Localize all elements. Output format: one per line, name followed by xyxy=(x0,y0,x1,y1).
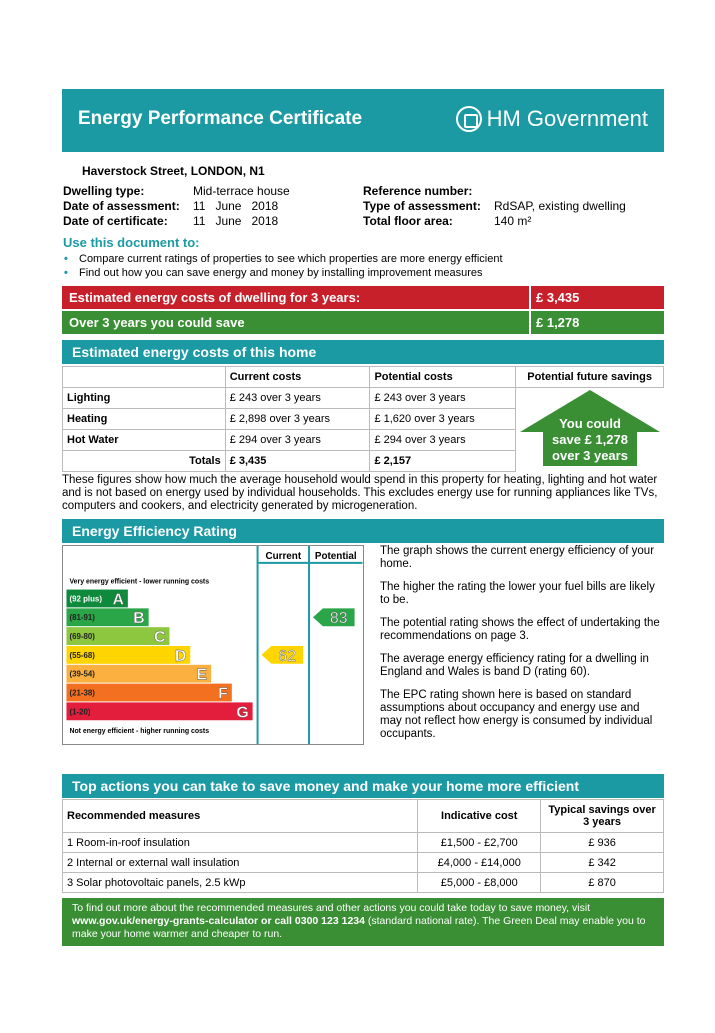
table-header-row xyxy=(63,800,664,833)
table-header-cell: Current costs xyxy=(225,367,370,388)
divider xyxy=(529,286,531,309)
header-banner xyxy=(62,89,664,152)
rating-chart xyxy=(62,545,364,745)
property-address: Haverstock Street, LONDON, N1 xyxy=(82,164,265,178)
actions-section-title: Top actions you can take to save money and make your home more efficient xyxy=(62,774,664,798)
footer-banner xyxy=(62,898,664,946)
potential-cost: £ 294 over 3 years xyxy=(370,430,516,451)
table-header-cell: Recommended measures xyxy=(63,800,418,833)
table-header-row xyxy=(63,367,664,388)
gov-logo xyxy=(456,106,648,132)
band-range-label: (55-68) xyxy=(69,650,95,660)
potential-rating-value: 83 xyxy=(329,610,348,628)
rating-paragraph: The higher the rating the lower your fuel bills are likely to be. xyxy=(380,581,655,606)
costs-section-title: Estimated energy costs of this home xyxy=(62,340,664,364)
top-note: Very energy efficient - lower running costs xyxy=(69,578,210,586)
rating-band-g xyxy=(66,702,252,720)
info-left xyxy=(63,184,353,229)
band-letter: D xyxy=(174,647,187,665)
footer-line: To find out more about the recommended measures and other actions you could take today to save money, visit xyxy=(72,902,591,914)
table-row xyxy=(63,873,664,893)
savings-label: Over 3 years you could save xyxy=(69,315,245,330)
estimated-costs-bar xyxy=(62,286,664,309)
crest-icon xyxy=(456,106,482,132)
assessment-date-value: 11 June 2018 xyxy=(193,199,279,213)
band-letter: A xyxy=(112,591,124,609)
savings-line-3: over 3 years xyxy=(552,448,628,463)
estimated-costs-label: Estimated energy costs of dwelling for 3 years: xyxy=(69,290,361,305)
page-title: Energy Performance Certificate xyxy=(78,108,363,129)
floor-area-label: Total floor area: xyxy=(363,214,453,228)
use-document-title: Use this document to: xyxy=(63,235,200,250)
row-label: Lighting xyxy=(63,388,226,409)
rating-explanation xyxy=(380,545,664,751)
current-rating-value: 62 xyxy=(278,647,297,665)
savings-line-1: You could xyxy=(559,416,621,431)
dwelling-type-value: Mid-terrace house xyxy=(193,184,290,198)
measure: 3 Solar photovoltaic panels, 2.5 kWp xyxy=(63,873,418,893)
band-range-label: (92 plus) xyxy=(69,594,102,604)
rating-paragraph: The graph shows the current energy efficiency of your home. xyxy=(380,545,655,570)
table-row xyxy=(63,853,664,873)
footer-line xyxy=(72,915,654,928)
floor-area-value: 140 m² xyxy=(494,214,532,228)
potential-cost: £ 1,620 over 3 years xyxy=(370,409,516,430)
saving: £ 342 xyxy=(541,853,664,873)
footer-line: make your home warmer and cheaper to run. xyxy=(72,928,283,940)
costs-note: These figures show how much the average household would spend in this property for heating, lighting and hot water and is not based on energy used by individual households. This excludes energy use for running appliances like TVs, computers and cookers, and electricity generated by microgeneration. xyxy=(62,474,658,512)
measure: 2 Internal or external wall insulation xyxy=(63,853,418,873)
footer-link[interactable]: www.gov.uk/energy-grants-calculator or call 0300 123 1234 xyxy=(72,915,365,927)
cost: £4,000 - £14,000 xyxy=(418,853,541,873)
cost: £5,000 - £8,000 xyxy=(418,873,541,893)
saving: £ 870 xyxy=(541,873,664,893)
table-header-cell: Indicative cost xyxy=(418,800,541,833)
reference-label: Reference number: xyxy=(363,184,473,198)
band-range-label: (81-91) xyxy=(69,613,95,623)
row-label: Heating xyxy=(63,409,226,430)
col-potential-label: Potential xyxy=(314,550,357,562)
gov-name: HM Government xyxy=(486,106,648,131)
saving: £ 936 xyxy=(541,833,664,853)
measure: 1 Room-in-roof insulation xyxy=(63,833,418,853)
certificate-date-label: Date of certificate: xyxy=(63,214,168,228)
band-range-label: (21-38) xyxy=(69,688,95,698)
table-header-cell: Typical savings over 3 years xyxy=(541,800,664,833)
savings-bar xyxy=(62,311,664,334)
savings-line-2: save £ 1,278 xyxy=(552,432,628,447)
band-range-label: (1-20) xyxy=(69,707,91,717)
potential-cost: £ 243 over 3 years xyxy=(370,388,516,409)
rating-section-title: Energy Efficiency Rating xyxy=(62,519,664,543)
totals-label: Totals xyxy=(63,451,226,472)
current-cost: £ 243 over 3 years xyxy=(225,388,370,409)
cost: £1,500 - £2,700 xyxy=(418,833,541,853)
band-letter: E xyxy=(196,666,208,684)
savings-value: £ 1,278 xyxy=(536,315,580,330)
band-letter: C xyxy=(154,629,166,647)
row-label: Hot Water xyxy=(63,430,226,451)
actions-table xyxy=(62,799,664,893)
current-cost: £ 2,898 over 3 years xyxy=(225,409,370,430)
footer-text: (standard national rate). The Green Deal may enable you to xyxy=(364,915,646,927)
table-header-cell: Potential future savings xyxy=(516,367,664,388)
rating-paragraph: The potential rating shows the effect of undertaking the recommendations on page 3. xyxy=(380,617,660,642)
total-current: £ 3,435 xyxy=(225,451,370,472)
current-cost: £ 294 over 3 years xyxy=(225,430,370,451)
assessment-type-label: Type of assessment: xyxy=(363,199,481,213)
estimated-costs-value: £ 3,435 xyxy=(536,290,580,305)
total-potential: £ 2,157 xyxy=(370,451,516,472)
bottom-note: Not energy efficient - higher running costs xyxy=(69,728,210,736)
assessment-type-value: RdSAP, existing dwelling xyxy=(494,199,626,213)
table-row xyxy=(63,833,664,853)
band-letter: G xyxy=(236,704,249,722)
dwelling-type-label: Dwelling type: xyxy=(63,184,145,198)
band-letter: F xyxy=(218,685,228,703)
list-item: • Compare current ratings of properties to see which properties are more energy efficient xyxy=(64,252,503,266)
band-range-label: (69-80) xyxy=(69,632,95,642)
divider xyxy=(529,311,531,334)
use-document-list xyxy=(64,252,503,280)
assessment-date-label: Date of assessment: xyxy=(63,199,180,213)
table-header-cell xyxy=(63,367,226,388)
table-header-cell: Potential costs xyxy=(370,367,516,388)
savings-arrow xyxy=(517,388,664,468)
list-item: • Find out how you can save energy and money by installing improvement measures xyxy=(64,266,503,280)
rating-paragraph: The average energy efficiency rating for a dwelling in England and Wales is band D (rating 60). xyxy=(380,653,649,678)
band-letter: B xyxy=(133,610,145,628)
info-right xyxy=(363,184,663,229)
rating-paragraph: The EPC rating shown here is based on standard assumptions about occupancy and energy use and may not reflect how energy is consumed by individual occupants. xyxy=(380,689,653,740)
certificate-date-value: 11 June 2018 xyxy=(193,214,279,228)
col-current-label: Current xyxy=(265,550,302,562)
band-range-label: (39-54) xyxy=(69,669,95,679)
